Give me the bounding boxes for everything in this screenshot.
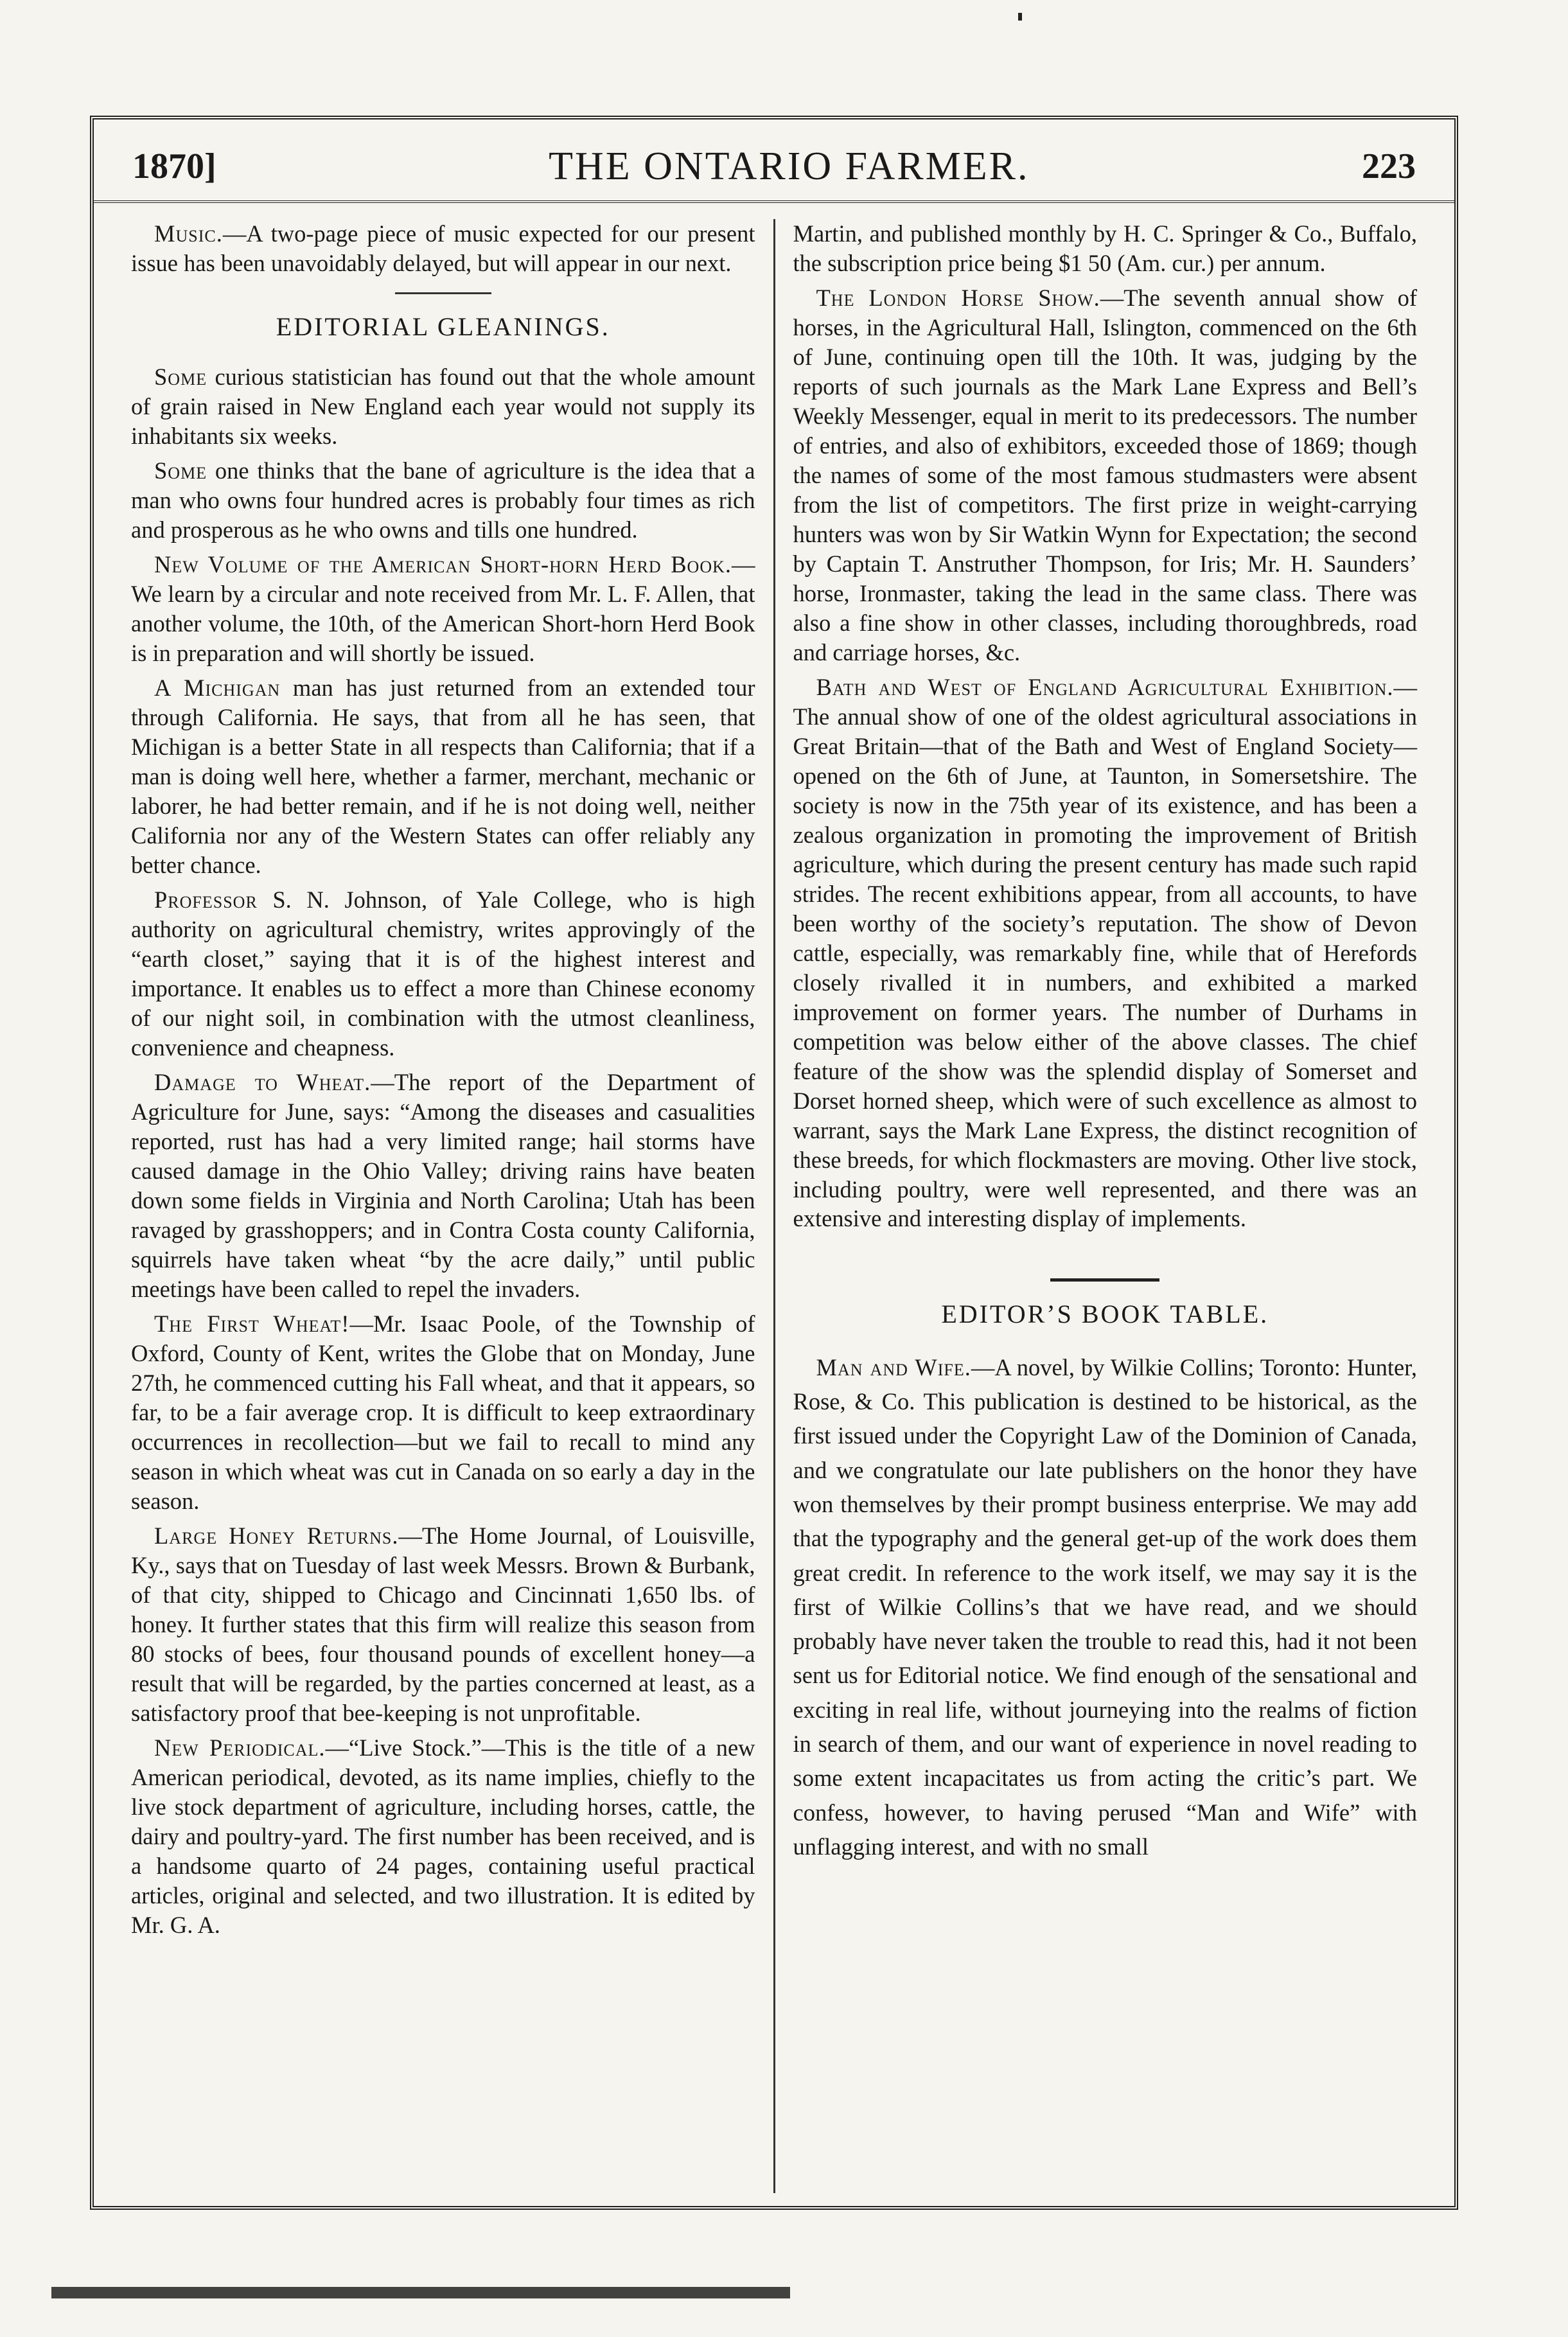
- paragraph-text: man has just returned from an extended tour through California. He says, that from all he has seen, that Michigan is a better State in all respects than California; that if a man is doing well here, whether a farmer, merchant, mechanic or laborer, he had better remain, and if he is not doing well, neither California nor any of the Western States can offer reliably any better chance.: [131, 675, 755, 879]
- paragraph-lead: Man and Wife.: [816, 1354, 971, 1380]
- article-paragraph: [793, 283, 1418, 667]
- paragraph-lead: Music.: [154, 220, 223, 247]
- article-paragraph: [131, 1068, 755, 1304]
- divider-rule: [395, 292, 491, 294]
- left-column: [113, 219, 775, 2193]
- page-header: [94, 132, 1454, 203]
- print-speck: [1018, 13, 1022, 21]
- paragraph-lead: Professor: [154, 886, 258, 913]
- section-heading-editorial-gleanings: EDITORIAL GLEANINGS.: [276, 312, 610, 341]
- paragraph-text: —Mr. Isaac Poole, of the Township of Oxford, County of Kent, writes the Globe that on Monday, June 27th, he commenced cutting his Fall wheat, and that it appears, so far, to be a fair average crop. It is difficult to keep extraordinary occurrences in recollection—but we fail to recall to mind any season in which wheat was cut in Canada on so early a day in the season.: [131, 1310, 755, 1514]
- right-column: [775, 219, 1436, 2193]
- paragraph-text: —The annual show of one of the oldest agricultural associations in Great Britain—that of the Bath and West of England Society—opened on the 6th of June, at Taunton, in Somersetshire. The society is now in the 75th year of its existence, and has been a zealous organization in promoting the improvement of British agriculture, which during the present century has made such rapid strides. The recent exhibitions appear, from all accounts, to have been worthy of the society’s reputation. The show of Devon cattle, especially, was remarkably fine, while that of Herefords closely rivalled it in numbers, and exhibited a marked improvement on former years. The number of Durhams in competition was below either of the above classes. The chief feature of the show was the splendid display of Somerset and Dorset horned sheep, which were of such excellence as almost to warrant, says the Mark Lane Express, the distinct recognition of these breeds, for which flockmasters are moving. Other live stock, including poultry, were well represented, and there was an extensive and interesting display of implements.: [793, 673, 1417, 1232]
- paragraph-lead: A Michigan: [154, 675, 281, 701]
- article-paragraph: [131, 362, 755, 451]
- right-paragraphs: [793, 283, 1418, 1234]
- article-paragraph: [131, 1309, 755, 1516]
- article-paragraph: [131, 1733, 755, 1940]
- continuation-paragraph: Martin, and published monthly by H. C. Springer & Co., Buffalo, the subscription price being $1 50 (Am. cur.) per annum.: [793, 220, 1417, 276]
- paragraph-lead: Some: [154, 457, 207, 484]
- paragraph-lead: Damage to Wheat.: [154, 1069, 371, 1095]
- header-year: 1870]: [132, 146, 216, 186]
- article-paragraph: [793, 673, 1418, 1234]
- book-review-paragraph: [793, 1350, 1418, 1864]
- article-paragraph: [131, 456, 755, 545]
- paragraph-lead: Some: [154, 364, 207, 391]
- paragraph-lead: New Periodical.: [154, 1734, 326, 1761]
- paragraph-lead: Bath and West of England Agricultural Exhibition.: [816, 673, 1394, 700]
- paragraph-text: —“Live Stock.”—This is the title of a new American periodical, devoted, as its name implies, chiefly to the live stock department of agriculture, including horses, cattle, the dairy and poultry-yard. The first number has been received, and is a handsome quarto of 24 pages, containing useful practical articles, original and selected, and two illustration. It is edited by Mr. G. A.: [131, 1734, 755, 1938]
- music-notice: [131, 219, 755, 278]
- paragraph-text: one thinks that the bane of agriculture is the idea that a man who owns four hundred acres is probably four times as rich and prosperous as he who owns and tills one hundred.: [131, 457, 755, 543]
- article-paragraph: [131, 673, 755, 880]
- header-page-number: 223: [1361, 146, 1416, 186]
- page-frame: [90, 116, 1458, 2210]
- paragraph-text: —The report of the Department of Agriculture for June, says: “Among the diseases and casualities reported, rust has had a very limited range; hail storms have caused damage in the Ohio Valley; driving rains have beaten down some fields in Virginia and North Carolina; Utah has been ravaged by grasshoppers; and in Contra Costa county California, squirrels have taken wheat “by the acre daily,” until public meetings have been called to repel the invaders.: [131, 1069, 755, 1302]
- book-review: [793, 1350, 1418, 1864]
- paragraph-text: —We learn by a circular and note received from Mr. L. F. Allen, that another volume, the 10th, of the American Short-horn Herd Book is in preparation and will shortly be issued.: [131, 551, 755, 667]
- divider-rule: [1050, 1278, 1159, 1282]
- paragraph-text: curious statistician has found out that the whole amount of grain raised in New England each year would not supply its inhabitants six weeks.: [131, 364, 755, 450]
- article-paragraph: [131, 550, 755, 668]
- paragraph-text: —The seventh annual show of horses, in the Agricultural Hall, Islington, commenced on the 6th of June, continuing open till the 10th. It was, judging by the reports of such journals as the Mark Lane Express and Bell’s Weekly Messenger, equal in merit to its predecessors. The number of entries, and also of exhibitors, exceeded those of 1869; though the names of some of the most famous studmasters were absent from the list of competitors. The first prize in weight-carrying hunters was won by Sir Watkin Wynn for Expectation; the second by Captain T. Anstruther Thompson, for Iris; Mr. H. Saunders’ horse, Ironmaster, taking the lead in the same class. There was also a fine show in other classes, including thoroughbreds, road and carriage horses, &c.: [793, 284, 1417, 666]
- paragraph-text: —A novel, by Wilkie Collins; Toronto: Hunter, Rose, & Co. This publication is destined to be historical, as the first issued under the Copyright Law of the Dominion of Canada, and we congratulate our late publishers on the honor they have won themselves by their prompt business enterprise. We may add that the typography and the general get-up of the work does them great credit. In reference to the work itself, we may say it is the first of Wilkie Collins’s that we have read, and we should probably have never taken the trouble to read this, had it not been sent us for Editorial notice. We find enough of the sensational and exciting in real life, without journeying into the realms of fiction in search of them, and our want of experience in novel reading to some extent incapacitates us from acting the critic’s part. We confess, however, to having perused “Man and Wife” with unflagging interest, and with no small: [793, 1354, 1417, 1860]
- left-paragraphs: [131, 362, 755, 1939]
- scan-edge-mark: [51, 2287, 790, 2298]
- paragraph-lead: New Volume of the American Short-horn Herd Book.: [154, 551, 732, 578]
- paragraph-lead: The London Horse Show.: [816, 284, 1100, 311]
- article-paragraph: [131, 1521, 755, 1728]
- header-title: THE ONTARIO FARMER.: [549, 144, 1030, 188]
- paragraph-lead: Large Honey Returns.: [154, 1522, 399, 1549]
- paragraph-text: S. N. Johnson, of Yale College, who is high authority on agricultural chemistry, writes approvingly of the “earth closet,” saying that it is of the highest interest and importance. It enables us to effect a more than Chinese economy of our night soil, in combination with the utmost cleanliness, convenience and cheapness.: [131, 886, 755, 1061]
- article-paragraph: [131, 885, 755, 1063]
- paragraph-lead: The First Wheat!: [154, 1310, 350, 1337]
- columns: [113, 219, 1435, 2193]
- paragraph-text: —The Home Journal, of Louisville, Ky., says that on Tuesday of last week Messrs. Brown & Burbank, of that city, shipped to Chicago and Cincinnati 1,650 lbs. of honey. It further states that this firm will realize this season from 80 stocks of bees, four thousand pounds of excellent honey—a result that will be regarded, by the parties concerned at least, as a satisfactory proof that bee-keeping is not unprofitable.: [131, 1522, 755, 1726]
- section-heading-editors-book-table: EDITOR’S BOOK TABLE.: [941, 1300, 1269, 1329]
- paragraph-text: —A two-page piece of music expected for our present issue has been unavoidably delayed, but will appear in our next.: [131, 220, 755, 276]
